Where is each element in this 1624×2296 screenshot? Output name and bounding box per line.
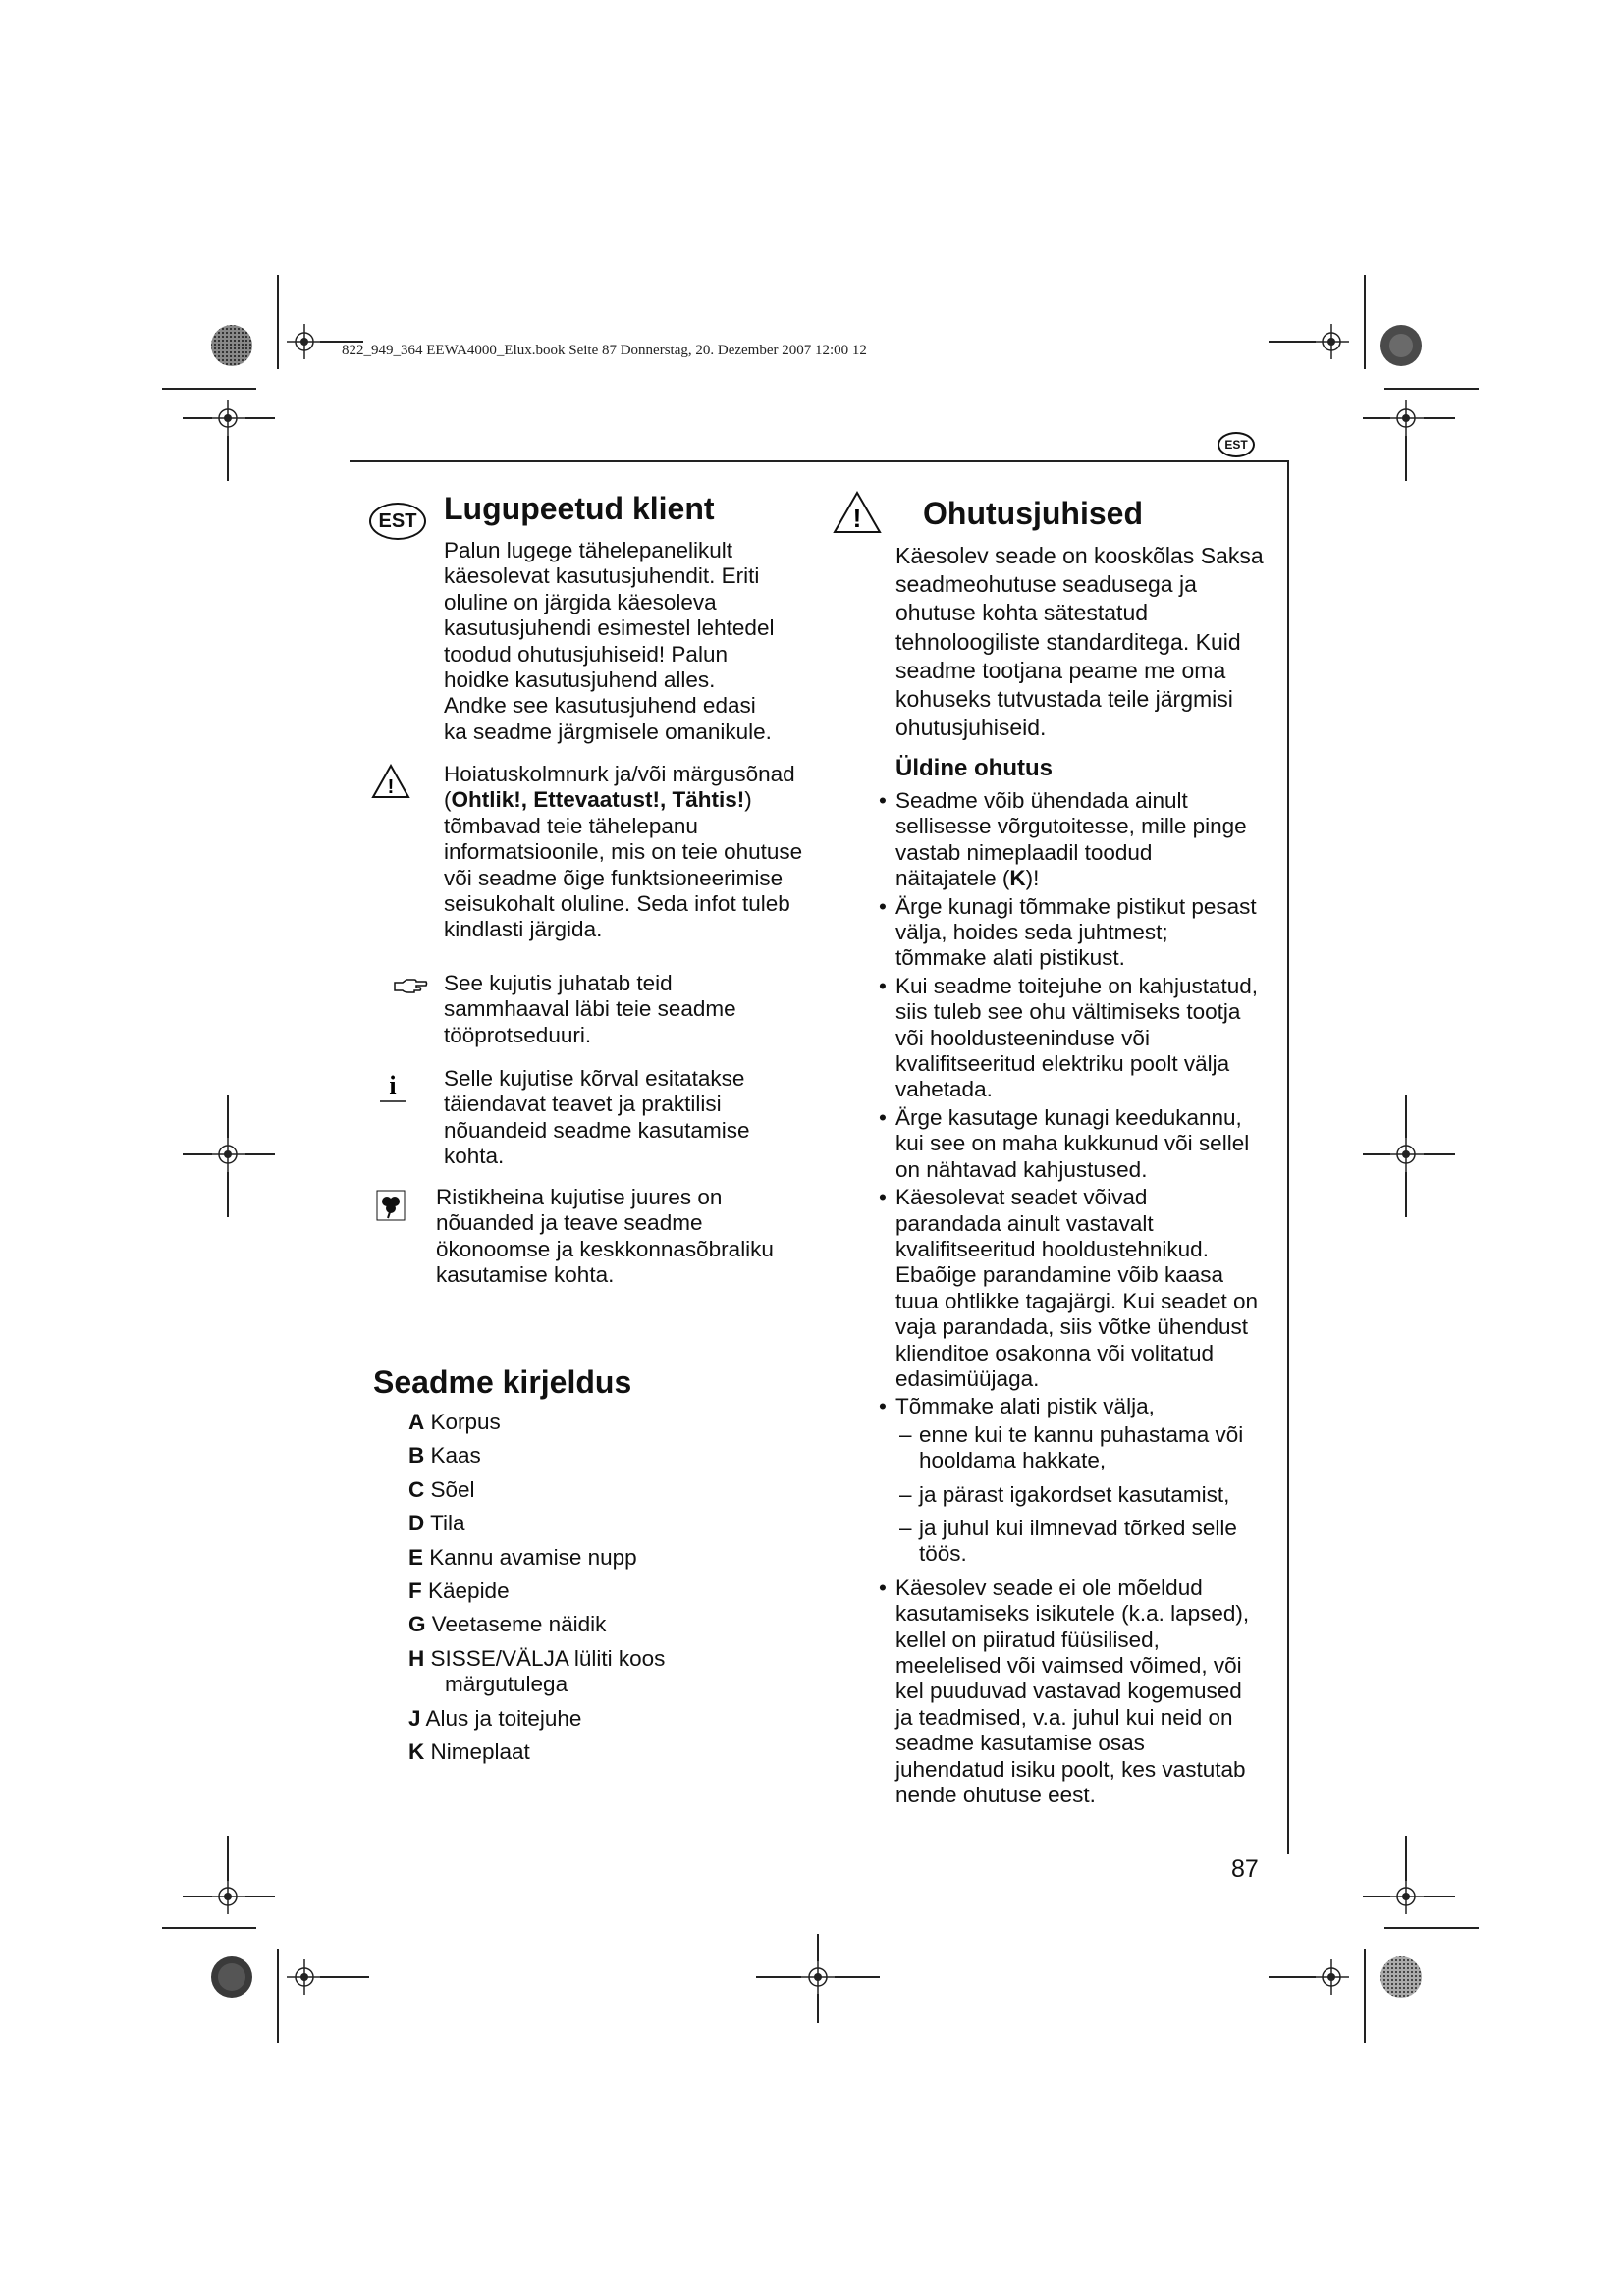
print-rosette-icon [1380, 324, 1423, 367]
list-item: B Kaas [408, 1443, 481, 1468]
language-badge: EST [369, 503, 426, 540]
list-item: • Kui seadme toitejuhe on kahjustatud, siis tuleb see ohu vältimiseks tootja või hooldusteeninduse või kvalifitseeritud elektriku poolt välja vahetada. [879, 973, 1258, 1102]
clover-icon [376, 1190, 406, 1221]
language-badge: EST [1218, 432, 1255, 457]
registration-target-icon [210, 1879, 245, 1914]
warning-triangle-icon [371, 764, 410, 799]
top-rule [350, 460, 1288, 462]
registration-target-icon [1388, 1137, 1424, 1172]
sub-list-item: – enne kui te kannu puhastama või hooldama hakkate, [899, 1421, 1244, 1473]
list-item: E Kannu avamise nupp [408, 1544, 637, 1570]
registration-target-icon [1388, 1879, 1424, 1914]
page-number: 87 [1231, 1855, 1259, 1883]
welcome-paragraph: Palun lugege tähelepanelikult käesolevat kasutusjuhendit. Eriti oluline on järgida käesoleva kasutusjuhendi esimestel lehtedel toodud ohutusjuhiseid! Palun hoidke kasutusjuhend alles. Andke see kasutusjuhend edasi ka seadme järgmisele omanikule. [444, 538, 775, 744]
eco-symbol-text: Ristikheina kujutise juures on nõuanded ja teave seadme ökonoomse ja keskkonnasõbraliku kasutamise kohta. [436, 1185, 774, 1288]
list-item: C Sõel [408, 1476, 475, 1502]
svg-text:!: ! [387, 776, 395, 798]
list-item: • Tõmmake alati pistik välja, – enne kui te kannu puhastama või hooldama hakkate, – ja pärast igakordset kasutamist, – ja juhul kui ilmnevad tõrked selle töös. [895, 1394, 1259, 1567]
list-item: F Käepide [408, 1578, 510, 1604]
list-item: H SISSE/VÄLJA lüliti koos märgutulega [408, 1645, 666, 1697]
info-icon [378, 1070, 407, 1103]
page-right-rule [1287, 460, 1289, 1854]
welcome-title: Lugupeetud klient [444, 491, 715, 526]
list-item: A Korpus [408, 1410, 501, 1434]
info-symbol-text: Selle kujutise kõrval esitatakse täiendavat teavet ja praktilisi nõuandeid seadme kasutamise kohta. [444, 1066, 750, 1169]
print-rosette-icon [210, 1955, 253, 1999]
list-item: • Ärge kasutage kunagi keedukannu, kui see on maha kukkunud või sellel on nähtavad kahjustused. [879, 1104, 1250, 1182]
registration-target-icon [1314, 324, 1349, 359]
pointing-hand-icon [393, 977, 428, 996]
list-item: K Nimeplaat [408, 1739, 530, 1765]
list-item: J Alus ja toitejuhe [408, 1705, 582, 1731]
warning-symbol-text: Hoiatuskolmnurk ja/või märgusõnad (Ohtlik!, Ettevaatust!, Tähtis!) tõmbavad teie tähelepanu informatsioonile, mis on teie ohutuse või seadme õige funktsioneerimise seisukohalt oluline. Seda infot tuleb kindlasti järgida. [444, 762, 803, 942]
warning-triangle-icon [833, 491, 882, 534]
sub-list-item: – ja pärast igakordset kasutamist, [899, 1481, 1230, 1507]
registration-target-icon [1314, 1959, 1349, 1995]
registration-target-icon [210, 1137, 245, 1172]
list-item: G Veetaseme näidik [408, 1612, 607, 1637]
description-title: Seadme kirjeldus [373, 1364, 632, 1400]
print-rosette-icon [210, 324, 253, 367]
registration-target-icon [1388, 400, 1424, 436]
print-rosette-icon [1380, 1955, 1423, 1999]
list-item: D Tila [408, 1511, 465, 1536]
registration-target-icon [800, 1959, 836, 1995]
safety-title: Ohutusjuhised [923, 496, 1143, 531]
list-item: • Ärge kunagi tõmmake pistikut pesast välja, hoides seda juhtmest; tõmmake alati pistikust. [879, 893, 1257, 971]
safety-bullet-list [879, 788, 1259, 1808]
list-item: • Seadme võib ühendada ainult sellisesse võrgutoitesse, mille pinge vastab nimeplaadil toodud näitajatele (K)! [879, 788, 1247, 891]
list-item: • Käesolev seade ei ole mõeldud kasutamiseks isikutele (k.a. lapsed), kellel on piiratud füüsilised, meelelised või vaimsed võimed, või kel puuduvad vastavad kogemused ja teadmised, v.a. juhul kui neid on seadme kasutamise osas juhendatud isiku poolt, kes vastutab nende ohutuse eest. [879, 1575, 1250, 1808]
registration-target-icon [287, 1959, 322, 1995]
svg-text:!: ! [852, 504, 862, 533]
registration-target-icon [287, 324, 322, 359]
step-symbol-text: See kujutis juhatab teid sammhaaval läbi teie seadme tööprotseduuri. [444, 971, 736, 1047]
registration-target-icon [210, 400, 245, 436]
safety-intro: Käesolev seade on kooskõlas Saksa seadmeohutuse seadusega ja ohutuse kohta sätestatud tehnoloogiliste standarditega. Kuid seadme tootjana peame me oma kohuseks tutvustada teile järgmisi ohutusjuhiseid. [895, 543, 1264, 741]
description-list [408, 1410, 723, 1765]
svg-text:i: i [389, 1071, 397, 1099]
list-item: • Käesolevat seadet võivad parandada ainult vastavalt kvalifitseeritud hooldustehnikud. Ebaõige parandamine võib kaasa tuua ohtlikke tagajärgi. Kui seadet on vaja parandada, siis võtke ühendust klienditoe osakonna või volitatud edasimüüjaga. [879, 1185, 1258, 1391]
print-info-line: 822_949_364 EEWA4000_Elux.book Seite 87 Donnerstag, 20. Dezember 2007 12:00 12 [342, 343, 867, 358]
general-safety-title: Üldine ohutus [895, 755, 1053, 781]
sub-list-item: – ja juhul kui ilmnevad tõrked selle töös. [899, 1515, 1237, 1567]
